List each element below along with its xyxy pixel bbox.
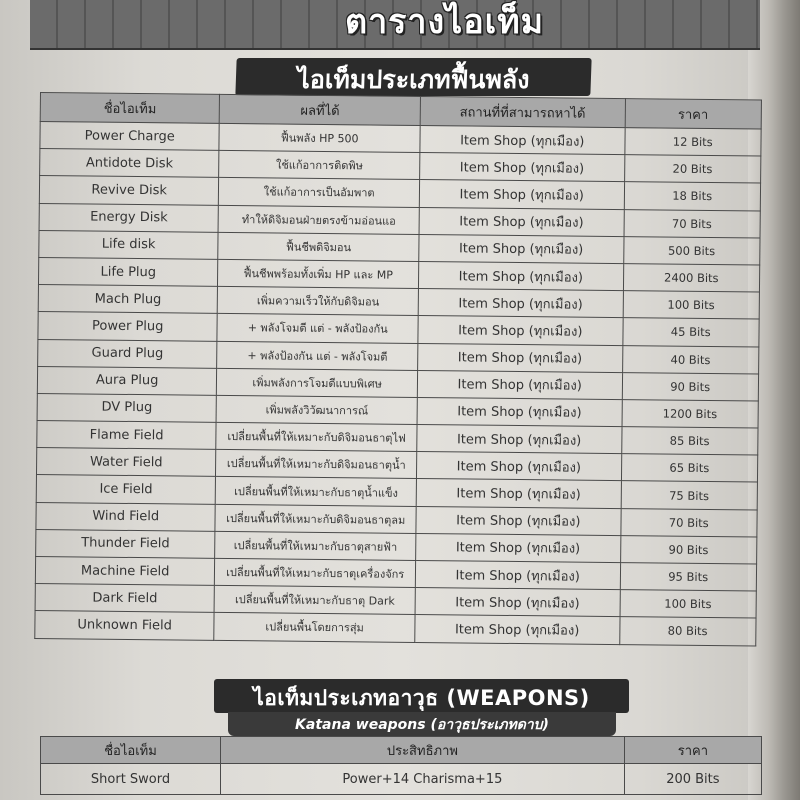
table-row <box>41 764 762 795</box>
item-location-cell: Item Shop (ทุกเมือง) <box>420 125 625 154</box>
weapon-price-cell: 200 Bits <box>624 764 761 795</box>
item-location-cell: Item Shop (ทุกเมือง) <box>418 261 623 290</box>
item-location-cell: Item Shop (ทุกเมือง) <box>416 533 621 562</box>
item-price-cell: 100 Bits <box>623 291 760 320</box>
item-name-cell: Antidote Disk <box>40 149 220 178</box>
item-name-cell: Flame Field <box>37 421 217 450</box>
item-name-cell: Dark Field <box>35 584 215 613</box>
item-effect-cell: ฟื้นชีพพร้อมทั้งเพิ่ม HP และ MP <box>218 259 419 288</box>
item-location-cell: Item Shop (ทุกเมือง) <box>416 452 621 481</box>
item-location-cell: Item Shop (ทุกเมือง) <box>417 397 622 426</box>
item-price-cell: 12 Bits <box>624 128 761 157</box>
weapon-effect-cell: Power+14 Charisma+15 <box>221 764 625 795</box>
item-price-cell: 100 Bits <box>620 590 757 619</box>
item-effect-cell: เปลี่ยนพื้นที่ให้เหมาะกับธาตุสายฟ้า <box>215 531 416 560</box>
item-price-cell: 65 Bits <box>621 454 758 483</box>
item-price-cell: 75 Bits <box>621 481 758 510</box>
item-location-cell: Item Shop (ทุกเมือง) <box>415 588 620 617</box>
item-location-cell: Item Shop (ทุกเมือง) <box>417 370 622 399</box>
item-effect-cell: เพิ่มความเร็วให้กับดิจิมอน <box>218 286 419 315</box>
item-effect-cell: เปลี่ยนพื้นที่ให้เหมาะกับธาตุน้ำแข็ง <box>216 477 417 506</box>
item-price-cell: 40 Bits <box>622 345 759 374</box>
col-header-price: ราคา <box>624 737 761 764</box>
item-location-cell: Item Shop (ทุกเมือง) <box>419 207 624 236</box>
item-name-cell: Unknown Field <box>35 611 215 640</box>
item-location-cell: Item Shop (ทุกเมือง) <box>420 153 625 182</box>
item-location-cell: Item Shop (ทุกเมือง) <box>419 180 624 209</box>
item-name-cell: Power Charge <box>40 122 220 151</box>
item-name-cell: Power Plug <box>38 312 218 341</box>
item-name-cell: Machine Field <box>35 556 215 585</box>
item-effect-cell: ทำให้ดิจิมอนฝ่ายตรงข้ามอ่อนแอ <box>218 205 419 234</box>
item-effect-cell: เปลี่ยนพื้นที่ให้เหมาะกับดิจิมอนธาตุน้ำ <box>216 450 417 479</box>
weapons-section-title-text: ไอเท็มประเภทอาวุธ (WEAPONS) <box>253 686 590 710</box>
weapons-section-title <box>214 679 629 713</box>
item-price-cell: 95 Bits <box>620 563 757 592</box>
item-name-cell: Life Plug <box>38 257 218 286</box>
item-location-cell: Item Shop (ทุกเมือง) <box>418 316 623 345</box>
col-header-effect: ผลที่ได้ <box>220 94 421 125</box>
item-effect-cell: ใช้แก้อาการเป็นอัมพาต <box>219 178 420 207</box>
item-name-cell: Life disk <box>39 230 219 259</box>
recovery-section-title <box>235 58 591 96</box>
col-header-name: ชื่อไอเท็ม <box>40 93 220 124</box>
weapon-name-cell: Short Sword <box>41 764 221 795</box>
item-name-cell: Wind Field <box>36 502 216 531</box>
item-location-cell: Item Shop (ทุกเมือง) <box>417 425 622 454</box>
col-header-effect: ประสิทธิภาพ <box>221 737 625 764</box>
weapons-table <box>40 736 762 795</box>
item-location-cell: Item Shop (ทุกเมือง) <box>416 506 621 535</box>
item-price-cell: 2400 Bits <box>623 264 760 293</box>
katana-subtitle <box>228 712 616 736</box>
recovery-section-title-text: ไอเท็มประเภทฟื้นพลัง <box>296 65 530 94</box>
recovery-table-body <box>35 122 761 646</box>
item-name-cell: Ice Field <box>36 475 216 504</box>
item-effect-cell: เปลี่ยนพื้นที่ให้เหมาะกับดิจิมอนธาตุไฟ <box>216 422 417 451</box>
page-title: ตารางไอเท็ม <box>345 2 545 42</box>
item-price-cell: 70 Bits <box>624 209 761 238</box>
item-name-cell: Energy Disk <box>39 203 219 232</box>
recovery-items-table <box>34 92 762 646</box>
item-location-cell: Item Shop (ทุกเมือง) <box>418 289 623 318</box>
katana-subtitle-text: Katana weapons (อาวุธประเภทดาบ) <box>295 717 549 733</box>
item-effect-cell: + พลังป้องกัน แต่ - พลังโจมตี <box>217 341 418 370</box>
item-effect-cell: + พลังโจมตี แต่ - พลังป้องกัน <box>217 314 418 343</box>
col-header-location: สถานที่ที่สามารถหาได้ <box>420 96 625 127</box>
item-effect-cell: ใช้แก้อาการติดพิษ <box>219 151 420 180</box>
item-effect-cell: ฟื้นชีพดิจิมอน <box>218 232 419 261</box>
item-effect-cell: ฟื้นพลัง HP 500 <box>219 123 420 152</box>
item-effect-cell: เปลี่ยนพื้นที่ให้เหมาะกับธาตุ Dark <box>214 586 415 615</box>
item-price-cell: 80 Bits <box>619 617 756 646</box>
item-price-cell: 70 Bits <box>620 508 757 537</box>
item-effect-cell: เพิ่มพลังวิวัฒนาการณ์ <box>216 395 417 424</box>
top-banner <box>30 0 760 50</box>
item-price-cell: 1200 Bits <box>622 399 759 428</box>
item-effect-cell: เปลี่ยนพื้นที่ให้เหมาะกับธาตุเครื่องจักร <box>215 558 416 587</box>
item-name-cell: Aura Plug <box>37 366 217 395</box>
item-name-cell: Mach Plug <box>38 285 218 314</box>
item-location-cell: Item Shop (ทุกเมือง) <box>419 234 624 263</box>
col-header-price: ราคา <box>625 99 762 129</box>
item-price-cell: 90 Bits <box>620 535 757 564</box>
col-header-name: ชื่อไอเท็ม <box>41 737 221 764</box>
item-location-cell: Item Shop (ทุกเมือง) <box>418 343 623 372</box>
item-location-cell: Item Shop (ทุกเมือง) <box>416 479 621 508</box>
item-price-cell: 45 Bits <box>622 318 759 347</box>
item-name-cell: Water Field <box>36 448 216 477</box>
item-price-cell: 500 Bits <box>623 236 760 265</box>
item-name-cell: DV Plug <box>37 393 217 422</box>
item-location-cell: Item Shop (ทุกเมือง) <box>415 560 620 589</box>
item-location-cell: Item Shop (ทุกเมือง) <box>415 615 620 644</box>
item-name-cell: Thunder Field <box>36 529 216 558</box>
item-effect-cell: เพิ่มพลังการโจมตีแบบพิเศษ <box>217 368 418 397</box>
item-price-cell: 18 Bits <box>624 182 761 211</box>
item-price-cell: 85 Bits <box>621 427 758 456</box>
item-effect-cell: เปลี่ยนพื้นที่ให้เหมาะกับดิจิมอนธาตุลม <box>215 504 416 533</box>
table-header-row <box>41 737 762 764</box>
item-price-cell: 20 Bits <box>624 155 761 184</box>
item-price-cell: 90 Bits <box>622 372 759 401</box>
weapons-table-body <box>41 764 762 795</box>
item-name-cell: Revive Disk <box>39 176 219 205</box>
item-effect-cell: เปลี่ยนพื้นโดยการสุ่ม <box>214 613 415 642</box>
item-name-cell: Guard Plug <box>38 339 218 368</box>
